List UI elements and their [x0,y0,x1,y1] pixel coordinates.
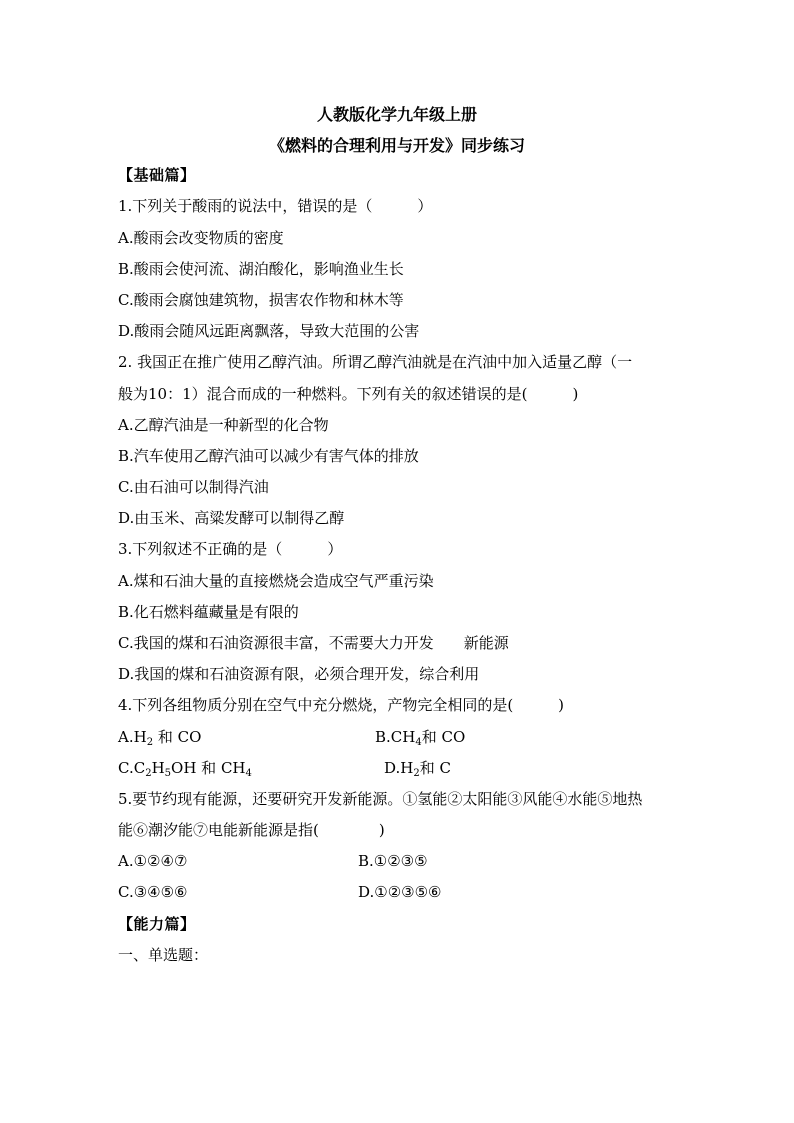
question-3-option-b: B.化石燃料蕴藏量是有限的 [118,603,299,621]
q4-b-prefix: B.CH [375,728,416,746]
question-1-stem: 1.下列关于酸雨的说法中，错误的是（ ） [118,197,433,215]
q4-c-mid-1: H [151,759,165,777]
q4-d-suffix: 和 C [419,759,451,777]
question-3-option-d: D.我国的煤和石油资源有限，必须合理开发，综合利用 [118,665,480,683]
question-3-option-a: A.煤和石油大量的直接燃烧会造成空气严重污染 [118,572,434,590]
question-5-stem-line-1: 5.要节约现有能源，还要研究开发新能源。①氢能②太阳能③风能④水能⑤地热 [118,790,643,808]
question-2-option-d: D.由玉米、高粱发酵可以制得乙醇 [118,509,345,527]
question-3-stem: 3.下列叙述不正确的是（ ） [118,540,343,558]
q4-a-suffix: 和 CO [153,728,202,746]
question-4-option-b [375,727,465,753]
question-4-stem: 4.下列各组物质分别在空气中充分燃烧，产物完全相同的是( ) [118,696,565,714]
question-5-option-b: B.①②③⑤ [358,852,428,870]
question-4-option-d [384,758,451,784]
question-1-option-a: A.酸雨会改变物质的密度 [118,229,284,247]
q4-c-prefix: C.C [118,759,146,777]
question-4-option-a [118,727,201,753]
section-heading-basic: 【基础篇】 [118,166,196,184]
question-5-option-d: D.①②③⑤⑥ [358,883,442,901]
question-3-option-c: C.我国的煤和石油资源很丰富，不需要大力开发 新能源 [118,634,509,652]
question-5-option-a: A.①②④⑦ [118,852,188,870]
question-2-option-b: B.汽车使用乙醇汽油可以减少有害气体的排放 [118,447,419,465]
q4-a-prefix: A.H [118,728,147,746]
q4-c-subscript-3: 4 [245,768,252,779]
q4-b-subscript: 4 [415,737,422,748]
question-1-option-c: C.酸雨会腐蚀建筑物，损害农作物和林木等 [118,291,404,309]
q4-b-suffix: 和 CO [421,728,466,746]
question-2-option-c: C.由石油可以制得汽油 [118,478,269,496]
question-2-stem-line-1: 2. 我国正在推广使用乙醇汽油。所谓乙醇汽油就是在汽油中加入适量乙醇（一 [118,353,633,371]
q4-a-subscript: 2 [146,737,154,748]
q4-c-mid-2: OH 和 CH [171,759,246,777]
document-title: 人教版化学九年级上册 [316,105,477,124]
question-5-option-c: C.③④⑤⑥ [118,883,188,901]
question-1-option-d: D.酸雨会随风远距离飘落，导致大范围的公害 [118,322,420,340]
question-4-option-c [118,758,252,784]
question-1-option-b: B.酸雨会使河流、湖泊酸化，影响渔业生长 [118,260,404,278]
q4-c-subscript-1: 2 [145,768,152,779]
question-2-stem-line-2: 般为10：1）混合而成的一种燃料。下列有关的叙述错误的是( ) [118,385,579,403]
part-heading-single-choice: 一、单选题： [118,946,209,964]
question-2-option-a: A.乙醇汽油是一种新型的化合物 [118,416,329,434]
question-5-stem-line-2: 能⑥潮汐能⑦电能新能源是指( ) [118,821,385,839]
section-heading-ability: 【能力篇】 [118,915,196,933]
q4-c-subscript-2: 5 [164,768,172,779]
q4-d-subscript: 2 [413,768,420,779]
q4-d-prefix: D.H [384,759,414,777]
document-subtitle: 《燃料的合理利用与开发》同步练习 [268,136,525,155]
